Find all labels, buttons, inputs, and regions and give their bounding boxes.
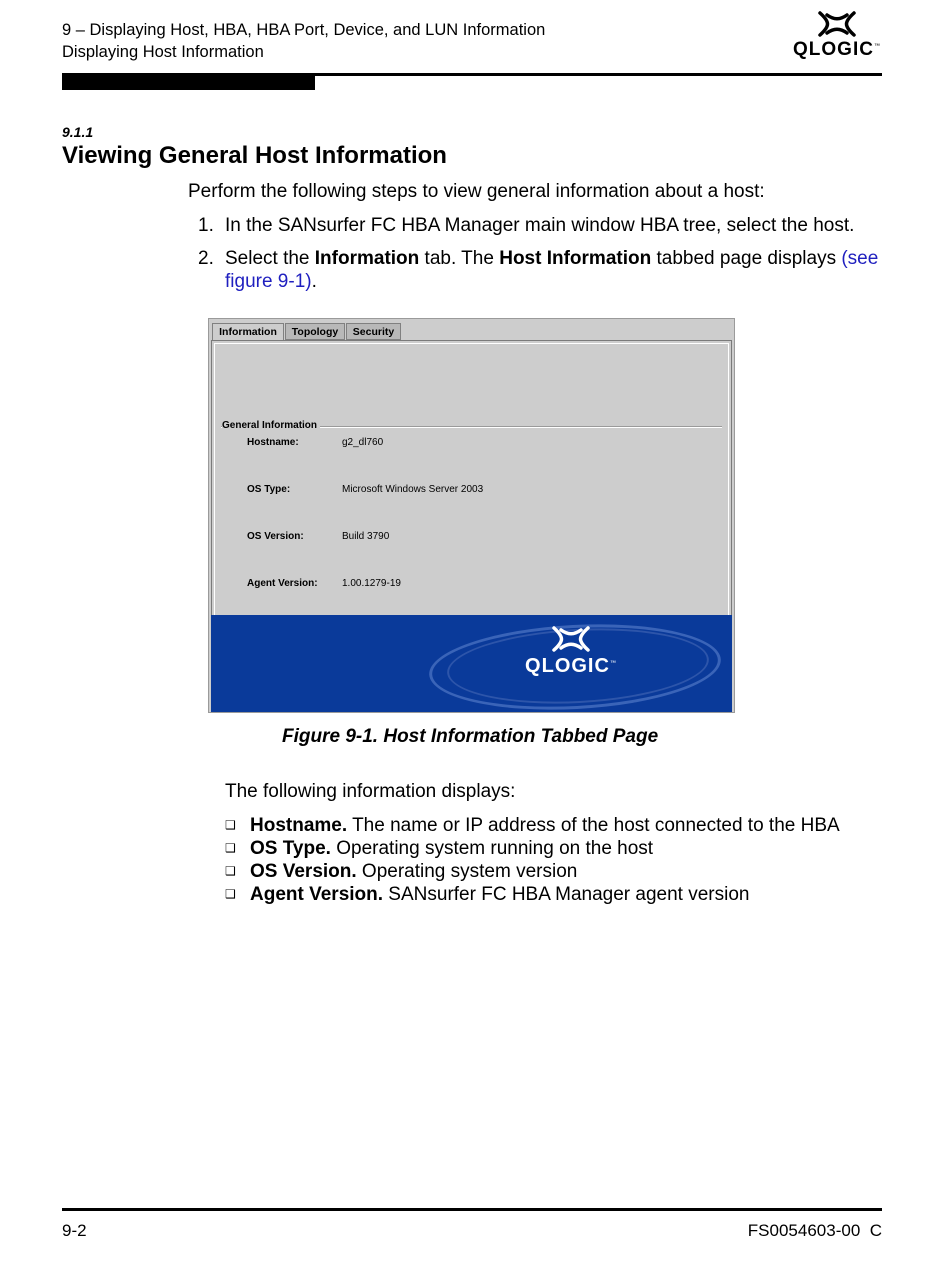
tab-information[interactable]: Information (212, 323, 284, 342)
bullet-item: OS Version. Operating system version (250, 861, 578, 882)
intro-paragraph: Perform the following steps to view general information about a host: (188, 181, 765, 202)
agent-version-value: 1.00.1279-19 (342, 578, 401, 589)
host-information-screenshot (208, 318, 735, 713)
qlogic-logo: QLOGIC™ (790, 10, 884, 61)
footer-rule (62, 1208, 882, 1211)
banner-logo-text: QLOGIC (525, 655, 610, 677)
os-type-value: Microsoft Windows Server 2003 (342, 484, 484, 495)
ui-term-information: Information (314, 248, 420, 269)
step-1-number: 1. (198, 215, 214, 236)
document-id: FS0054603-00 C (747, 1221, 882, 1240)
step-2-number: 2. (198, 248, 214, 269)
section-number: 9.1.1 (62, 124, 94, 140)
agent-version-label: Agent Version: (247, 578, 318, 589)
general-information-title: General Information (222, 420, 320, 431)
tab-security[interactable]: Security (346, 323, 401, 340)
qlogic-symbol-icon (550, 625, 592, 653)
header-rule-block (62, 76, 315, 90)
follow-paragraph: The following information displays: (225, 781, 516, 802)
section-title: Viewing General Host Information (62, 142, 447, 169)
hostname-value: g2_dl760 (342, 437, 384, 448)
ui-term-host-information: Host Information (499, 248, 652, 269)
step-2-text: Select the Information tab. The Host Information tabbed page displays (see figure 9-1). (225, 248, 879, 292)
bullet-item: OS Type. Operating system running on the host (250, 838, 654, 859)
banner-logo: QLOGIC™ (521, 625, 621, 678)
hostname-label: Hostname: (247, 437, 299, 448)
qlogic-symbol-icon (816, 10, 858, 38)
bullet-item: Agent Version. SANsurfer FC HBA Manager agent version (250, 884, 750, 905)
os-version-value: Build 3790 (342, 531, 390, 542)
tab-topology[interactable]: Topology (285, 323, 345, 340)
figure-caption: Figure 9-1. Host Information Tabbed Page (282, 726, 659, 747)
os-type-label: OS Type: (247, 484, 291, 495)
page-number: 9-2 (62, 1221, 87, 1240)
bullet-box-icon: ❑ (225, 841, 236, 855)
figure-link[interactable]: (see figure 9-1) (225, 248, 879, 292)
bullet-box-icon: ❑ (225, 818, 236, 832)
qlogic-banner (211, 615, 732, 712)
bullet-item: Hostname. The name or IP address of the host connected to the HBA (250, 815, 840, 836)
bullet-box-icon: ❑ (225, 864, 236, 878)
header-chapter: 9 – Displaying Host, HBA, HBA Port, Device, and LUN Information (62, 21, 546, 39)
logo-text: QLOGIC (793, 39, 874, 60)
os-version-label: OS Version: (247, 531, 304, 542)
bullet-box-icon: ❑ (225, 887, 236, 901)
header-section: Displaying Host Information (62, 43, 264, 61)
step-1-text: In the SANsurfer FC HBA Manager main window HBA tree, select the host. (225, 215, 855, 236)
